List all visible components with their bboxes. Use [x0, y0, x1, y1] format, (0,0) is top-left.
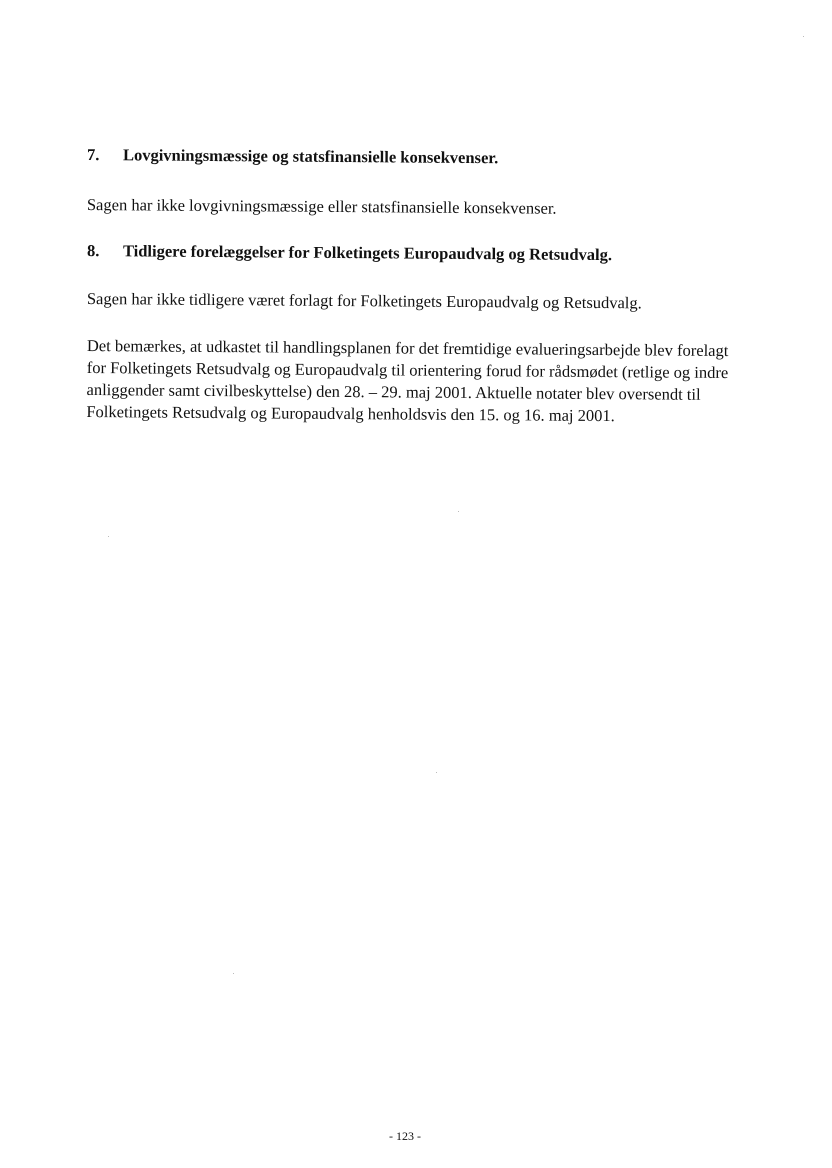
paragraph-line: Det bemærkes, at udkastet til handlingsplanen for det fremtidige evalueringsarbejde blev forelagt [86, 335, 729, 361]
paragraph-line: for Folketingets Retsudvalg og Europaudvalg til orientering forud for rådsmødet (retlige og indre [86, 357, 729, 383]
scan-speck [803, 36, 804, 37]
section-8-heading [87, 241, 612, 265]
paragraph-line: Sagen har ikke lovgivningsmæssige eller statsfinansielle konsekvenser. [86, 194, 557, 218]
section-7-heading [87, 145, 498, 168]
section-8-number: 8. [86, 241, 100, 261]
scan-speck [436, 772, 437, 773]
section-7-number: 7. [86, 145, 100, 165]
scan-speck [233, 973, 234, 974]
section-7-paragraph [87, 194, 557, 220]
section-8-paragraph-1 [87, 288, 642, 314]
page-number: - 123 - [389, 1129, 421, 1143]
paragraph-line: anliggender samt civilbeskyttelse) den 28. – 29. maj 2001. Aktuelle notater blev oversendt til [86, 379, 701, 404]
section-8-paragraph-2 [86, 335, 728, 428]
section-8-title: Tidligere forelæggelser for Folketingets Europaudvalg og Retsudvalg. [122, 241, 613, 265]
scan-speck [458, 511, 459, 512]
paragraph-line: Folketingets Retsudvalg og Europaudvalg henholdsvis den 15. og 16. maj 2001. [86, 401, 615, 426]
section-7-title: Lovgivningsmæssige og statsfinansielle konsekvenser. [122, 145, 499, 168]
paragraph-line: Sagen har ikke tidligere været forlagt for Folketingets Europaudvalg og Retsudvalg. [86, 288, 642, 313]
scan-speck [108, 536, 109, 537]
